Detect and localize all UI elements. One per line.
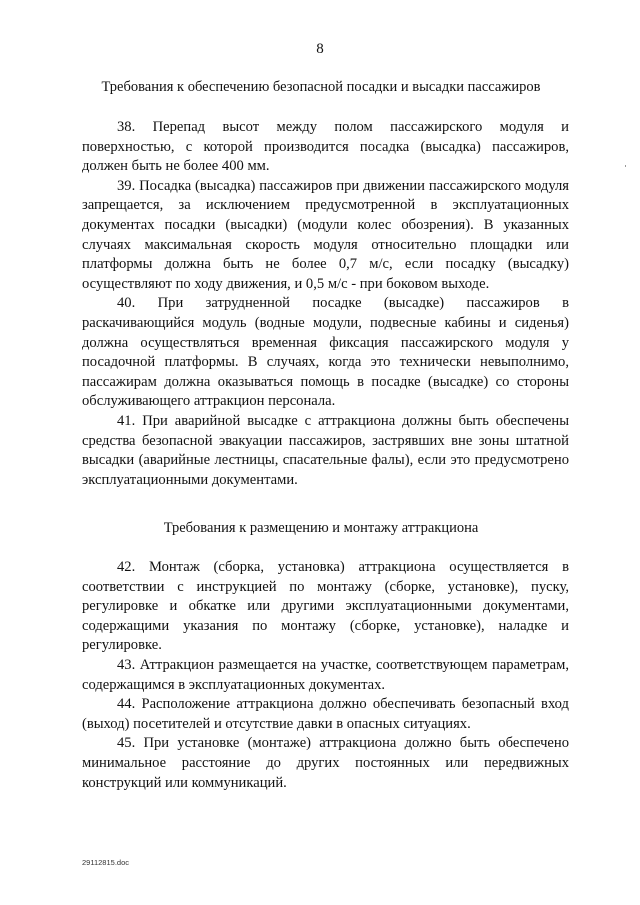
section-body-placement xyxy=(82,558,569,793)
paragraph-44: 44. Расположение аттракциона должно обеспечивать безопасный вход (выход) посетителей и отсутствие давки в опасных ситуациях. xyxy=(82,696,569,732)
paragraph-45: 45. При установке (монтаже) аттракциона должно быть обеспечено минимальное расстояние до других постоянных или передвижных конструкций или коммуникаций. xyxy=(82,735,569,791)
page-number: 8 xyxy=(316,41,324,57)
paragraph-39: 39. Посадка (высадка) пассажиров при движении пассажирского модуля запрещается, за исключением предусмотренной в эксплуатационных документах посадки (высадки) (модули колес обозрения). В указанных случаях максимальная скорость модуля относительно площадки или платформы должна быть не более 0,7 м/с, если посадку (высадку) осуществляют по ходу движения, и 0,5 м/с - при боковом выходе. xyxy=(82,177,569,292)
paragraph-40: 40. При затрудненной посадке (высадке) пассажиров в раскачивающийся модуль (водные модули, подвесные кабины и сиденья) должна осуществляться временная фиксация пассажирского модуля у посадочной платформы. В случаях, когда это технически невыполнимо, пассажирам должна оказываться помощь в посадке (высадке) со стороны обслуживающего аттракцион персонала. xyxy=(82,295,569,410)
footer-file-code: 29112815.doc xyxy=(82,858,129,867)
paragraph-42: 42. Монтаж (сборка, установка) аттракциона осуществляется в соответствии с инструкцией по монтажу (сборке, установке), пуску, регулировке и обкатке или другими эксплуатационными документами, содержащими указания по монтажу (сборке, установке), наладке и регулировке. xyxy=(82,559,569,654)
paragraph-38: 38. Перепад высот между полом пассажирского модуля и поверхностью, с которой производится посадка (высадка) пассажиров, должен быть не более 400 мм. xyxy=(82,119,569,175)
section-body-boarding xyxy=(82,118,569,490)
paragraph-43: 43. Аттракцион размещается на участке, соответствующем параметрам, содержащимся в эксплуатационных документах. xyxy=(82,656,569,693)
section-heading-boarding: Требования к обеспечению безопасной посадки и высадки пассажиров xyxy=(101,79,541,95)
section-heading-placement: Требования к размещению и монтажу аттракциона xyxy=(163,520,479,536)
paragraph-41: 41. При аварийной высадке с аттракциона должны быть обеспечены средства безопасной эвакуации пассажиров, застрявших вне зоны штатной высадки (аварийные лестницы, спасательные фалы), если это предусмотрено эксплуатационными документами. xyxy=(82,412,569,488)
scan-speck xyxy=(625,165,626,167)
